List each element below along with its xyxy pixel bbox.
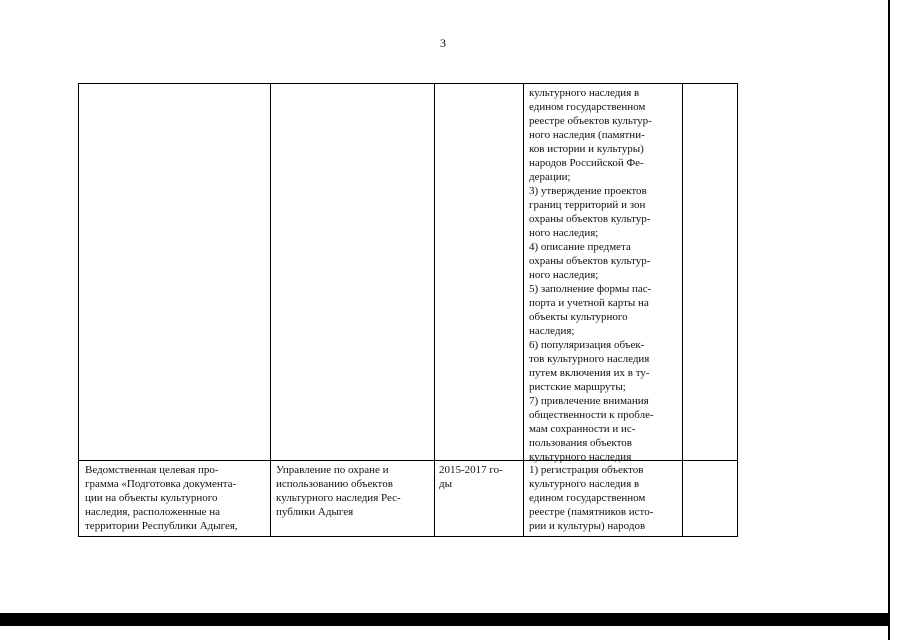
cell-line: порта и учетной карты на <box>529 297 649 309</box>
scan-edge-bottom <box>0 613 890 626</box>
cell-line: наследия, расположенные на <box>85 506 221 518</box>
cell-line: 2015-2017 го- <box>439 464 503 476</box>
cell-line: культурного наследия в <box>529 478 640 490</box>
cell-line: Управление по охране и <box>276 464 389 476</box>
table-col-line <box>682 83 683 537</box>
table-col-line <box>523 83 524 537</box>
cell-line: 6) популяризация объек- <box>529 339 645 351</box>
cell-line: использованию объектов <box>276 478 393 490</box>
cell-line: охраны объектов культур- <box>529 213 651 225</box>
cell-line: объекты культурного <box>529 311 628 323</box>
cell-line: 5) заполнение формы пас- <box>529 283 652 295</box>
cell-line: ного наследия; <box>529 227 599 239</box>
cell-line: пользования объектов <box>529 437 632 449</box>
cell-line: наследия; <box>529 325 575 337</box>
table-cell-row2-tasks <box>529 463 679 533</box>
cell-line: грамма «Подготовка документа- <box>85 478 237 490</box>
cell-line: реестре (памятников исто- <box>529 506 654 518</box>
cell-line: ристские маршруты; <box>529 381 626 393</box>
table-col-line <box>78 83 79 537</box>
cell-line: границ территорий и зон <box>529 199 646 211</box>
cell-line: культурного наследия <box>529 451 632 463</box>
cell-line: 1) регистрация объектов <box>529 464 644 476</box>
table-col-line <box>737 83 738 537</box>
cell-line: Ведомственная целевая про- <box>85 464 219 476</box>
cell-line: тов культурного наследия <box>529 353 650 365</box>
cell-line: дерации; <box>529 171 571 183</box>
cell-line: общественности к пробле- <box>529 409 654 421</box>
cell-line: 3) утверждение проектов <box>529 185 647 197</box>
cell-line: 4) описание предмета <box>529 241 631 253</box>
cell-line: 7) привлечение внимания <box>529 395 649 407</box>
table-cell-row2-period <box>439 463 521 491</box>
cell-line: охраны объектов культур- <box>529 255 651 267</box>
cell-line: едином государственном <box>529 101 646 113</box>
cell-line: ного наследия; <box>529 269 599 281</box>
cell-line: путем включения их в ту- <box>529 367 650 379</box>
scan-edge-right <box>888 0 890 640</box>
cell-line: ды <box>439 478 452 490</box>
cell-line: ного наследия (памятни- <box>529 129 645 141</box>
table-border-bottom <box>78 536 738 537</box>
table-cell-row1-tasks <box>529 86 679 464</box>
cell-line: народов Российской Фе- <box>529 157 644 169</box>
table-cell-row2-executor <box>276 463 429 519</box>
page-number: 3 <box>440 36 447 50</box>
cell-line: территории Республики Адыгея, <box>85 520 238 532</box>
cell-line: едином государственном <box>529 492 646 504</box>
cell-line: ков истории и культуры) <box>529 143 644 155</box>
table-col-line <box>270 83 271 537</box>
table-border-top <box>78 83 738 84</box>
table-cell-row2-program <box>85 463 267 533</box>
cell-line: рии и культуры) народов <box>529 520 646 532</box>
cell-line: публики Адыгея <box>276 506 354 518</box>
cell-line: мам сохранности и ис- <box>529 423 636 435</box>
cell-line: культурного наследия Рес- <box>276 492 401 504</box>
cell-line: ции на объекты культурного <box>85 492 218 504</box>
cell-line: культурного наследия в <box>529 87 640 99</box>
cell-line: реестре объектов культур- <box>529 115 652 127</box>
table-col-line <box>434 83 435 537</box>
